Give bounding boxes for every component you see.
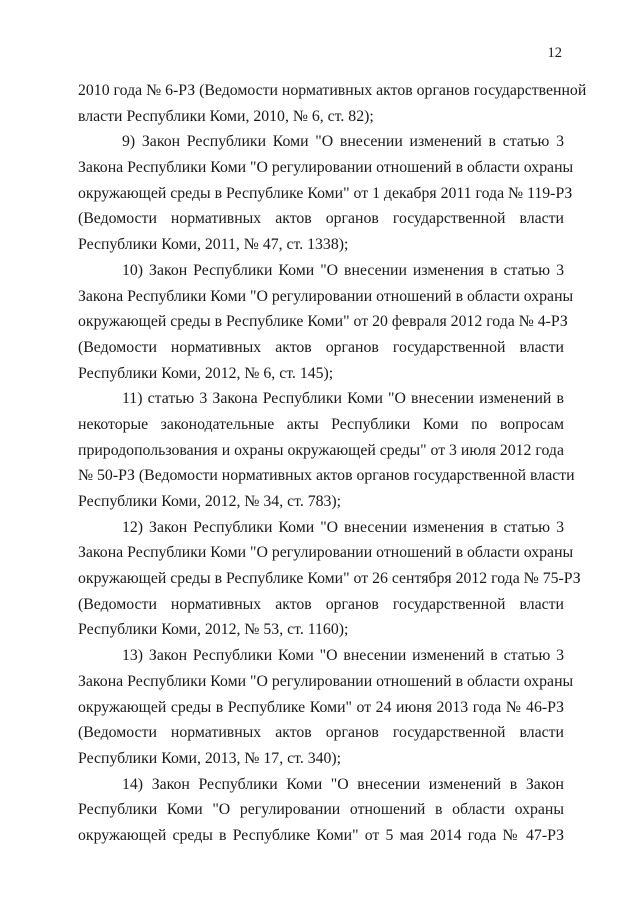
text-line: Закона Республики Коми "О регулировании отношений в области охраны [78,287,574,305]
text-line: 9) Закон Республики Коми "О внесении изменений в статью 3 [122,133,564,151]
paragraph [78,78,587,129]
text-line: окружающей среды в Республике Коми" от 26 сентября 2012 года № 75-РЗ [78,570,581,588]
text-line: Республики Коми "О регулировании отношений в области охраны [78,801,564,819]
text-line: Республики Коми, 2012, № 34, ст. 783); [78,493,342,510]
text-line: 14) Закон Республики Коми "О внесении изменений в Закон [122,775,564,793]
text-line: № 50-РЗ (Ведомости нормативных актов органов государственной власти [78,467,575,485]
text-line: (Ведомости нормативных актов органов государственной власти [78,338,564,356]
text-line: 11) статью 3 Закона Республики Коми "О внесении изменений в [122,390,564,408]
text-line: окружающей среды в Республике Коми" от 20 февраля 2012 года № 4-РЗ [78,313,568,331]
text-line: Республики Коми, 2011, № 47, ст. 1338); [78,236,349,254]
paragraph [78,515,581,643]
paragraph [78,129,574,257]
text-line: природопользования и охраны окружающей среды" от 3 июля 2012 года [78,441,564,459]
text-line: власти Республики Коми, 2010, № 6, ст. 82); [78,107,374,125]
text-line: Закона Республики Коми "О регулировании отношений в области охраны [78,159,574,177]
text-line: Республики Коми, 2012, № 6, ст. 145); [78,364,334,382]
text-line: (Ведомости нормативных актов органов государственной власти [78,724,564,742]
text-line: Республики Коми, 2013, № 17, ст. 340); [78,749,342,767]
paragraph [78,643,574,771]
document-body [78,78,587,849]
paragraph [78,386,575,514]
text-line: Закона Республики Коми "О регулировании отношений в области охраны [78,544,574,562]
text-line: (Ведомости нормативных актов органов государственной власти [78,210,564,228]
text-line: (Ведомости нормативных актов органов государственной власти [78,595,564,613]
text-line: окружающей среды в Республике Коми" от 5 мая 2014 года № 47-РЗ [78,826,564,844]
text-line: окружающей среды в Республике Коми" от 24 июня 2013 года № 46-РЗ [78,698,564,716]
text-line: 2010 года № 6-РЗ (Ведомости нормативных актов органов государственной [78,82,587,99]
text-line: окружающей среды в Республике Коми" от 1 декабря 2011 года № 119-РЗ [78,184,573,202]
text-line: 10) Закон Республики Коми "О внесении изменения в статью 3 [122,261,564,279]
text-line: Закона Республики Коми "О регулировании отношений в области охраны [78,672,574,690]
text-line: 13) Закон Республики Коми "О внесении изменений в статью 3 [122,647,564,665]
paragraph [78,772,564,849]
paragraph [78,258,574,386]
text-line: некоторые законодательные акты Республики Коми по вопросам [78,415,564,433]
text-line: Республики Коми, 2012, № 53, ст. 1160); [78,621,349,639]
text-line: 12) Закон Республики Коми "О внесении изменения в статью 3 [122,518,564,536]
page-number: 12 [547,45,562,61]
